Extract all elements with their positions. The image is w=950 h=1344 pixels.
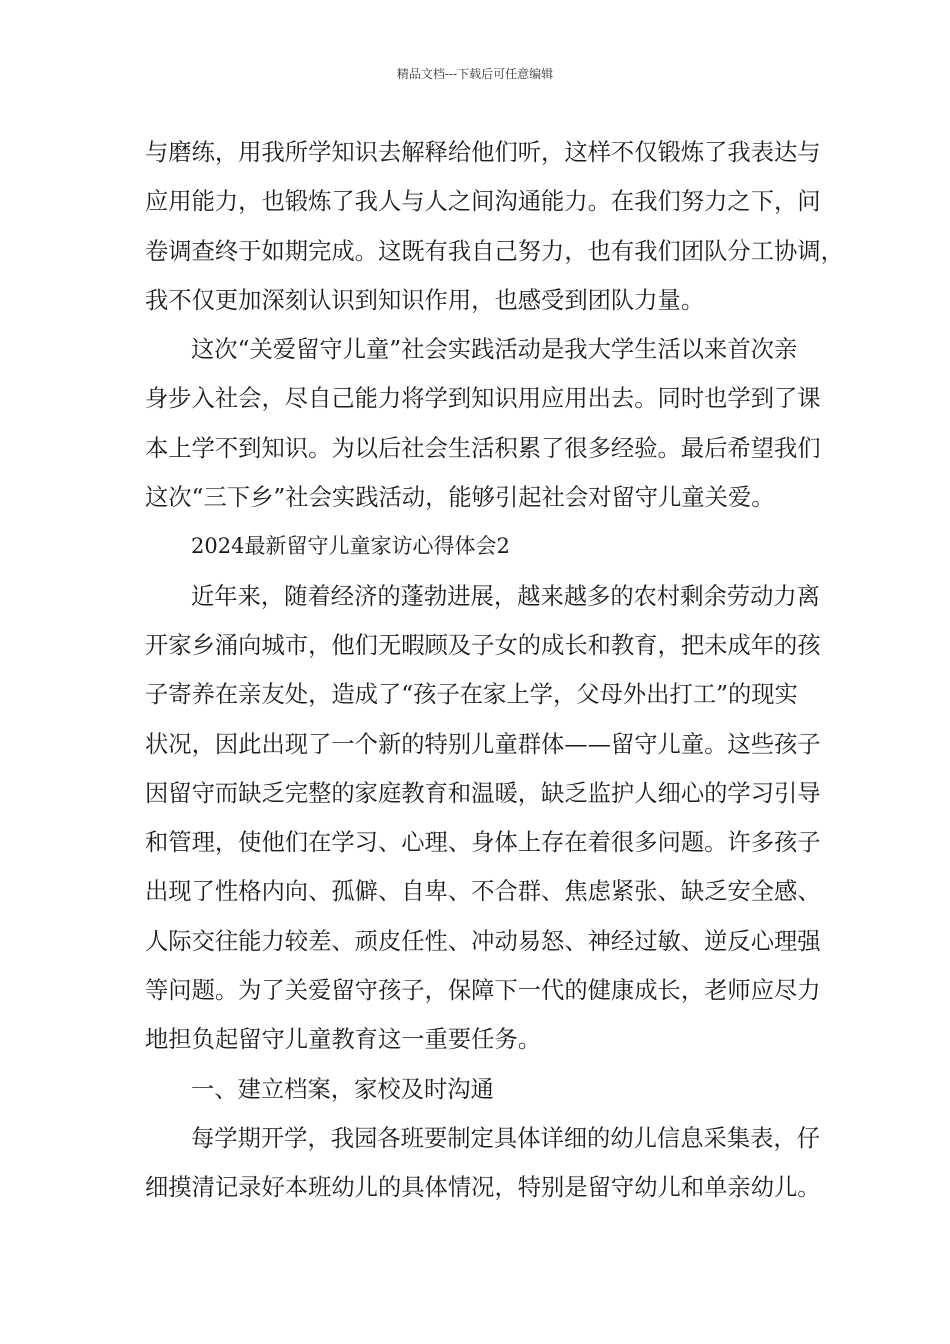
text-line: 开家乡涌向城市，他们无暇顾及子女的成长和教育，把未成年的孩 xyxy=(145,631,821,659)
text-line: 状况，因此出现了一个新的特别儿童群体——留守儿童。这些孩子 xyxy=(145,730,821,758)
text-line: 子寄养在亲友处，造成了“孩子在家上学，父母外出打工”的现实 xyxy=(145,681,798,709)
text-line: 因留守而缺乏完整的家庭教育和温暖，缺乏监护人细心的学习引导 xyxy=(145,779,821,807)
text-line: 和管理，使他们在学习、心理、身体上存在着很多问题。许多孩子 xyxy=(145,829,821,857)
text-line: 本上学不到知识。为以后社会生活积累了很多经验。最后希望我们 xyxy=(145,434,821,462)
text-line: 每学期开学，我园各班要制定具体详细的幼儿信息采集表，仔 xyxy=(191,1124,821,1152)
text-line: 人际交往能力较差、顽皮任性、冲动易怒、神经过敏、逆反心理强 xyxy=(145,927,821,955)
subsection-title: 一、建立档案，家校及时沟通 xyxy=(191,1075,494,1103)
text-line: 等问题。为了关爱留守孩子，保障下一代的健康成长，老师应尽力 xyxy=(145,977,821,1005)
text-line: 卷调查终于如期完成。这既有我自己努力，也有我们团队分工协调， xyxy=(145,237,844,265)
document-body xyxy=(145,128,844,1213)
text-line: 出现了性格内向、孤僻、自卑、不合群、焦虑紧张、缺乏安全感、 xyxy=(145,878,821,906)
text-line: 细摸清记录好本班幼儿的具体情况，特别是留守幼儿和单亲幼儿。 xyxy=(145,1174,821,1202)
text-line: 身步入社会，尽自己能力将学到知识用应用出去。同时也学到了课 xyxy=(145,385,821,413)
text-line: 近年来，随着经济的蓬勃进展，越来越多的农村剩余劳动力离 xyxy=(191,582,821,610)
text-line: 与磨练，用我所学知识去解释给他们听，这样不仅锻炼了我表达与 xyxy=(145,139,821,166)
text-line: 应用能力，也锻炼了我人与人之间沟通能力。在我们努力之下，问 xyxy=(145,188,821,216)
text-line: 我不仅更加深刻认识到知识作用，也感受到团队力量。 xyxy=(145,286,705,314)
text-line: 这次“三下乡”社会实践活动，能够引起社会对留守儿童关爱。 xyxy=(145,484,775,512)
page-header: 精品文档---下载后可任意编辑 xyxy=(396,67,554,81)
text-line: 这次“关爱留守儿童”社会实践活动是我大学生活以来首次亲 xyxy=(191,336,798,364)
text-line: 地担负起留守儿童教育这一重要任务。 xyxy=(145,1026,542,1054)
section-title: 2024最新留守儿童家访心得体会2 xyxy=(191,534,510,559)
